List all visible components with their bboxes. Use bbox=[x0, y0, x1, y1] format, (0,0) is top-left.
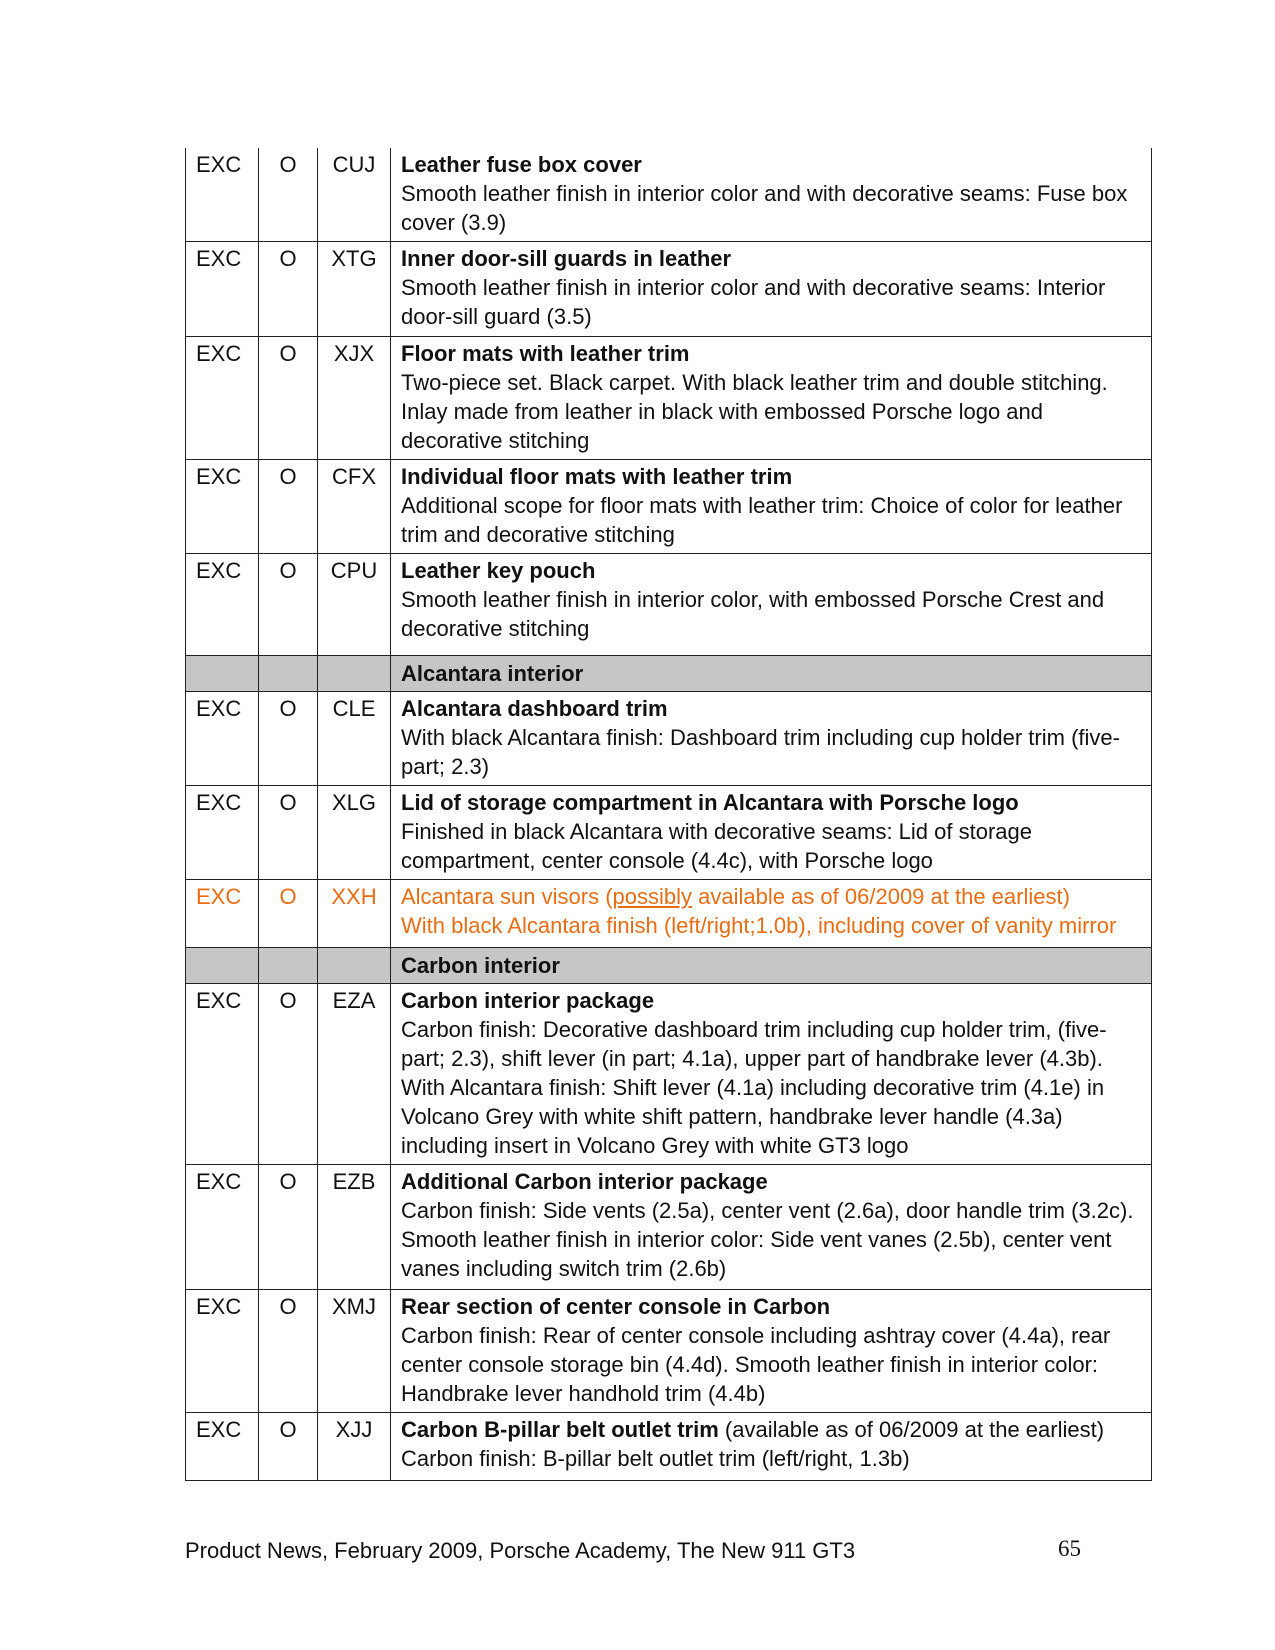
option-title: Alcantara dashboard trim bbox=[401, 696, 668, 721]
option-title: Rear section of center console in Carbon bbox=[401, 1294, 831, 1319]
title-part: Alcantara sun visors ( bbox=[401, 884, 613, 909]
table-row bbox=[186, 460, 1152, 554]
availability-cell: EXC bbox=[186, 242, 259, 337]
option-description: With black Alcantara finish: Dashboard trim including cup holder trim (five-part; 2.3) bbox=[401, 725, 1120, 779]
availability-cell: EXC bbox=[186, 460, 259, 554]
description-cell bbox=[391, 1413, 1152, 1481]
option-title: Individual floor mats with leather trim bbox=[401, 464, 793, 489]
description-cell bbox=[391, 554, 1152, 656]
option-title bbox=[401, 882, 1141, 911]
option-code-cell: EZA bbox=[318, 984, 391, 1165]
availability-cell: EXC bbox=[186, 692, 259, 786]
empty-cell bbox=[186, 948, 259, 984]
title-text: Carbon B-pillar belt outlet trim bbox=[401, 1417, 719, 1442]
underlined-word: possibly bbox=[612, 884, 693, 909]
option-type-cell: O bbox=[259, 692, 318, 786]
option-type-cell: O bbox=[259, 786, 318, 880]
option-description: Two-piece set. Black carpet. With black leather trim and double stitching. Inlay made from leather in black with embossed Porsche logo and decorative stitching bbox=[401, 370, 1108, 453]
table-row bbox=[186, 554, 1152, 656]
availability-note: (available as of 06/2009 at the earliest) bbox=[718, 1417, 1105, 1442]
option-title: Inner door-sill guards in leather bbox=[401, 246, 732, 271]
description-cell bbox=[391, 1290, 1152, 1413]
option-type-cell: O bbox=[259, 148, 318, 242]
table-row bbox=[186, 1290, 1152, 1413]
availability-cell: EXC bbox=[186, 148, 259, 242]
option-description: Carbon finish: Decorative dashboard trim including cup holder trim, (five-part; 2.3), shift lever (in part; 4.1a), upper part of handbrake lever (4.3b). With Alcantara finish: Shift lever (4.1a) including decorative trim (4.1e) in Volcano Grey with white shift pattern, handbrake lever handle (4.3a) bbox=[401, 1017, 1107, 1129]
highlighted-row bbox=[186, 880, 1152, 948]
description-cell bbox=[391, 148, 1152, 242]
option-description: Finished in black Alcantara with decorative seams: Lid of storage compartment, center console (4.4c), with Porsche logo bbox=[401, 819, 1032, 873]
availability-cell: EXC bbox=[186, 1413, 259, 1481]
option-code-cell: XTG bbox=[318, 242, 391, 337]
option-type-cell: O bbox=[259, 1413, 318, 1481]
availability-cell: EXC bbox=[186, 337, 259, 460]
empty-cell bbox=[259, 656, 318, 692]
description-cell bbox=[391, 786, 1152, 880]
option-description: Smooth leather finish in interior color and with decorative seams: Interior door-sill guard (3.5) bbox=[401, 275, 1106, 329]
table-row bbox=[186, 337, 1152, 460]
option-code-cell: XLG bbox=[318, 786, 391, 880]
empty-cell bbox=[318, 656, 391, 692]
table-row bbox=[186, 148, 1152, 242]
description-cell bbox=[391, 242, 1152, 337]
option-description: Additional scope for floor mats with leather trim: Choice of color for leather trim and decorative stitching bbox=[401, 493, 1123, 547]
option-description: Smooth leather finish in interior color and with decorative seams: Fuse box cover (3.9) bbox=[401, 181, 1128, 235]
description-cell bbox=[391, 1165, 1152, 1290]
option-code-cell: EZB bbox=[318, 1165, 391, 1290]
option-title: Leather key pouch bbox=[401, 558, 596, 583]
option-description: Smooth leather finish in interior color, with embossed Porsche Crest and decorative stitching bbox=[401, 587, 1105, 641]
title-part: available as of 06/2009 at the earliest) bbox=[692, 884, 1070, 909]
description-cell bbox=[391, 880, 1152, 948]
table-row bbox=[186, 1165, 1152, 1290]
option-title: Leather fuse box cover bbox=[401, 152, 642, 177]
page-number: 65 bbox=[1058, 1536, 1081, 1561]
option-code-cell: XJX bbox=[318, 337, 391, 460]
option-code-cell: CFX bbox=[318, 460, 391, 554]
option-description: Carbon finish: B-pillar belt outlet trim (left/right, 1.3b) bbox=[401, 1446, 910, 1471]
section-header-row bbox=[186, 656, 1152, 692]
table-row bbox=[186, 692, 1152, 786]
table-row bbox=[186, 1413, 1152, 1481]
description-cell bbox=[391, 337, 1152, 460]
option-type-cell: O bbox=[259, 337, 318, 460]
option-type-cell: O bbox=[259, 554, 318, 656]
table-row bbox=[186, 242, 1152, 337]
section-title: Alcantara interior bbox=[391, 656, 1152, 692]
option-type-cell: O bbox=[259, 880, 318, 948]
option-title: Additional Carbon interior package bbox=[401, 1169, 768, 1194]
empty-cell bbox=[259, 948, 318, 984]
availability-cell: EXC bbox=[186, 984, 259, 1165]
description-cell bbox=[391, 692, 1152, 786]
table-row bbox=[186, 984, 1152, 1165]
table-row bbox=[186, 786, 1152, 880]
option-code-cell: XXH bbox=[318, 880, 391, 948]
option-title: Lid of storage compartment in Alcantara with Porsche logo bbox=[401, 790, 1019, 815]
option-title: Carbon interior package bbox=[401, 988, 655, 1013]
empty-cell bbox=[318, 948, 391, 984]
option-code-cell: CLE bbox=[318, 692, 391, 786]
option-description: Carbon finish: Side vents (2.5a), center vent (2.6a), door handle trim (3.2c). Smooth leather finish in interior color: Side vent vanes (2.5b), center vent vanes including switch trim (2.6b) bbox=[401, 1198, 1134, 1281]
option-type-cell: O bbox=[259, 984, 318, 1165]
option-title bbox=[401, 1415, 1141, 1444]
page-footer: Product News, February 2009, Porsche Academy, The New 911 GT3 bbox=[185, 1538, 856, 1563]
description-cell bbox=[391, 984, 1152, 1165]
option-code-cell: XMJ bbox=[318, 1290, 391, 1413]
availability-cell: EXC bbox=[186, 1290, 259, 1413]
section-header-row bbox=[186, 948, 1152, 984]
availability-cell: EXC bbox=[186, 1165, 259, 1290]
option-description: Carbon finish: Rear of center console including ashtray cover (4.4a), rear center console storage bin (4.4d). Smooth leather finish in interior color: Handbrake lever handhold trim (4.4b) bbox=[401, 1323, 1111, 1406]
option-title: Floor mats with leather trim bbox=[401, 341, 690, 366]
option-type-cell: O bbox=[259, 242, 318, 337]
option-code-cell: CPU bbox=[318, 554, 391, 656]
empty-cell bbox=[186, 656, 259, 692]
option-code-cell: CUJ bbox=[318, 148, 391, 242]
option-type-cell: O bbox=[259, 1165, 318, 1290]
equipment-options-table bbox=[185, 148, 1152, 1481]
description-cell bbox=[391, 460, 1152, 554]
availability-cell: EXC bbox=[186, 880, 259, 948]
option-code-cell: XJJ bbox=[318, 1413, 391, 1481]
option-type-cell: O bbox=[259, 460, 318, 554]
section-title: Carbon interior bbox=[391, 948, 1152, 984]
availability-cell: EXC bbox=[186, 554, 259, 656]
option-description-continued: including insert in Volcano Grey with white GT3 logo bbox=[401, 1133, 909, 1158]
option-description: With black Alcantara finish (left/right;1.0b), including cover of vanity mirror bbox=[401, 913, 1117, 938]
availability-cell: EXC bbox=[186, 786, 259, 880]
option-type-cell: O bbox=[259, 1290, 318, 1413]
